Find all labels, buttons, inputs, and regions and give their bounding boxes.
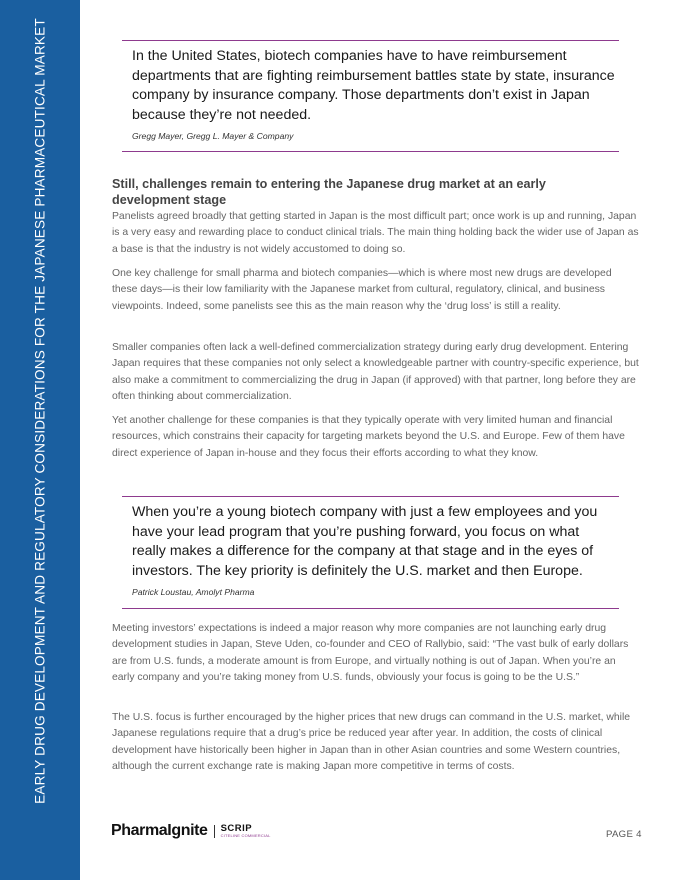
scrip-logo-text: SCRIP [220,823,253,834]
pull-quote-attribution: Patrick Loustau, Amolyt Pharma [132,587,255,597]
pharmaignite-logo: PharmaIgnite [111,822,208,839]
logo-divider [214,825,215,838]
body-paragraph: Meeting investors’ expectations is indeed a major reason why more companies are not launching early drug development studies in Japan, Steve Uden, co-founder and CEO of Rallybio, said: “The vast bulk of early dollars are from U.S. funds, a moderate amount is from Europe, and virtually nothing is out of Japan. When you’re an early company and you’re taking money from U.S. funds, obviously your focus is going to be the U.S.” [112,623,629,683]
document-title: EARLY DRUG DEVELOPMENT AND REGULATORY CONSIDERATIONS FOR THE JAPANESE PHARMACEUTICAL MARKET [32,18,48,804]
scrip-logo [221,824,271,838]
page-number: PAGE 4 [606,829,642,840]
body-paragraph: One key challenge for small pharma and biotech companies—which is where most new drugs are developed these days—is their low familiarity with the Japanese market from cultural, regulatory, clinical, and business viewpoints. Indeed, some panelists see this as the main reason why the ‘drug loss’ is still a reality. [112,268,612,312]
pull-quote-2 [122,496,619,609]
body-paragraph: Panelists agreed broadly that getting started in Japan is the most difficult part; once work is up and running, Japan is a very easy and rewarding place to conduct clinical trials. The main thing holding back the wider use of Japan as a base is that the industry is not widely accustomed to doing so. [112,211,639,255]
pull-quote-1 [122,40,619,152]
footer-logo [111,821,271,841]
body-paragraph: The U.S. focus is further encouraged by the higher prices that new drugs can command in the U.S. market, while Japanese regulations require that a drug’s price be reduced year after year. In addition, the costs of clinical development have historically been higher in Japan than in other Asian countries and some Western countries, although the current exchange rate is making Japan more competitive in terms of costs. [112,712,631,772]
section-heading: Still, challenges remain to entering the Japanese drug market at an early development stage [112,177,546,207]
body-paragraph: Yet another challenge for these companies is that they typically operate with very limited human and financial resources, which constrains their capacity for targeting markets beyond the U.S. and Europe. Few of them have direct experience of Japan in-house and they focus their efforts according to what they know. [112,415,625,459]
sidebar-band [0,0,80,880]
pull-quote-attribution: Gregg Mayer, Gregg L. Mayer & Company [132,131,294,141]
pull-quote-text: In the United States, biotech companies have to have reimbursement departments that are fighting reimbursement battles state by state, insurance company by insurance company. Those departments don’t exist in Japan because they’re not needed. [132,48,615,123]
scrip-logo-subtext: CITELINE COMMERCIAL [220,833,271,838]
body-paragraph: Smaller companies often lack a well-defined commercialization strategy during early drug development. Entering Japan requires that these companies not only select a knowledgeable partner with country-specific experience, but also make a commitment to commercializing the drug in Japan (if approved) with that partner, long before they are often thinking about commercialization. [112,342,639,402]
pull-quote-text: When you’re a young biotech company with just a few employees and you have your lead program that you’re pushing forward, you focus on what really makes a difference for the company at that stage and in the eyes of investors. The key priority is definitely the U.S. market and then Europe. [132,504,598,579]
